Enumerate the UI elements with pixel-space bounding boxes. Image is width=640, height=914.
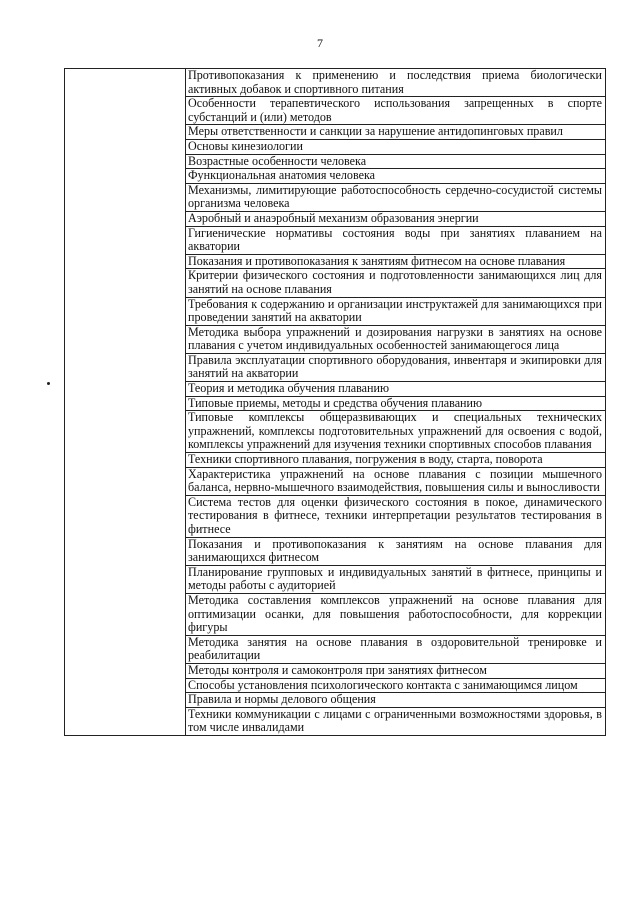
requirement-cell: Требования к содержанию и организации инструктажей для занимающихся при проведении занятий на акватории: [186, 297, 606, 325]
requirement-cell: Противопоказания к применению и последствия приема биологически активных добавок и спортивного питания: [186, 69, 606, 97]
requirement-cell: Техники коммуникации с лицами с ограниченными возможностями здоровья, в том числе инвалидами: [186, 707, 606, 735]
requirement-cell: Аэробный и анаэробный механизм образования энергии: [186, 211, 606, 226]
requirement-cell: Показания и противопоказания к занятиям на основе плавания для занимающихся фитнесом: [186, 537, 606, 565]
requirement-cell: Критерии физического состояния и подготовленности занимающихся лиц для занятий на основе плавания: [186, 269, 606, 297]
requirement-cell: Система тестов для оценки физического состояния в покое, динамического тестирования в фитнесе, техники интерпретации результатов тестирования в фитнесе: [186, 495, 606, 537]
requirement-cell: Методика занятия на основе плавания в оздоровительной тренировке и реабилитации: [186, 635, 606, 663]
requirement-cell: Методика составления комплексов упражнений на основе плавания для оптимизации осанки, для повышения работоспособности, для коррекции фигуры: [186, 593, 606, 635]
requirement-cell: Правила эксплуатации спортивного оборудования, инвентаря и экипировки для занятий на акватории: [186, 353, 606, 381]
requirement-cell: Типовые комплексы общеразвивающих и специальных технических упражнений, комплексы подготовительных упражнений для освоения с водой, комплексы упражнений для изучения техники спортивных способов плавания: [186, 411, 606, 453]
requirement-cell: Теория и методика обучения плаванию: [186, 382, 606, 397]
requirement-cell: Гигиенические нормативы состояния воды при занятиях плаванием на акватории: [186, 226, 606, 254]
requirement-cell: Меры ответственности и санкции за нарушение антидопинговых правил: [186, 125, 606, 140]
requirement-cell: Возрастные особенности человека: [186, 154, 606, 169]
empty-left-column-cell: [65, 69, 186, 736]
requirement-cell: Функциональная анатомия человека: [186, 169, 606, 184]
requirement-cell: Показания и противопоказания к занятиям фитнесом на основе плавания: [186, 254, 606, 269]
requirement-cell: Планирование групповых и индивидуальных занятий в фитнесе, принципы и методы работы с аудиторией: [186, 565, 606, 593]
requirement-cell: Типовые приемы, методы и средства обучения плаванию: [186, 396, 606, 411]
requirement-cell: Методика выбора упражнений и дозирования нагрузки в занятиях на основе плавания с учетом индивидуальных особенностей занимающегося лица: [186, 325, 606, 353]
knowledge-table: [64, 68, 606, 736]
page-number: 7: [317, 36, 323, 50]
requirement-cell: Особенности терапевтического использования запрещенных в спорте субстанций и (или) методов: [186, 97, 606, 125]
requirement-cell: Механизмы, лимитирующие работоспособность сердечно-сосудистой системы организма человека: [186, 183, 606, 211]
scan-speck: [47, 382, 50, 385]
table-row: [65, 69, 606, 97]
requirement-cell: Методы контроля и самоконтроля при занятиях фитнесом: [186, 663, 606, 678]
requirement-cell: Способы установления психологического контакта с занимающимся лицом: [186, 678, 606, 693]
requirement-cell: Техники спортивного плавания, погружения в воду, старта, поворота: [186, 453, 606, 468]
requirement-cell: Основы кинезиологии: [186, 139, 606, 154]
requirement-cell: Правила и нормы делового общения: [186, 693, 606, 708]
requirement-cell: Характеристика упражнений на основе плавания с позиции мышечного баланса, нервно-мышечного взаимодействия, повышения силы и выносливости: [186, 467, 606, 495]
